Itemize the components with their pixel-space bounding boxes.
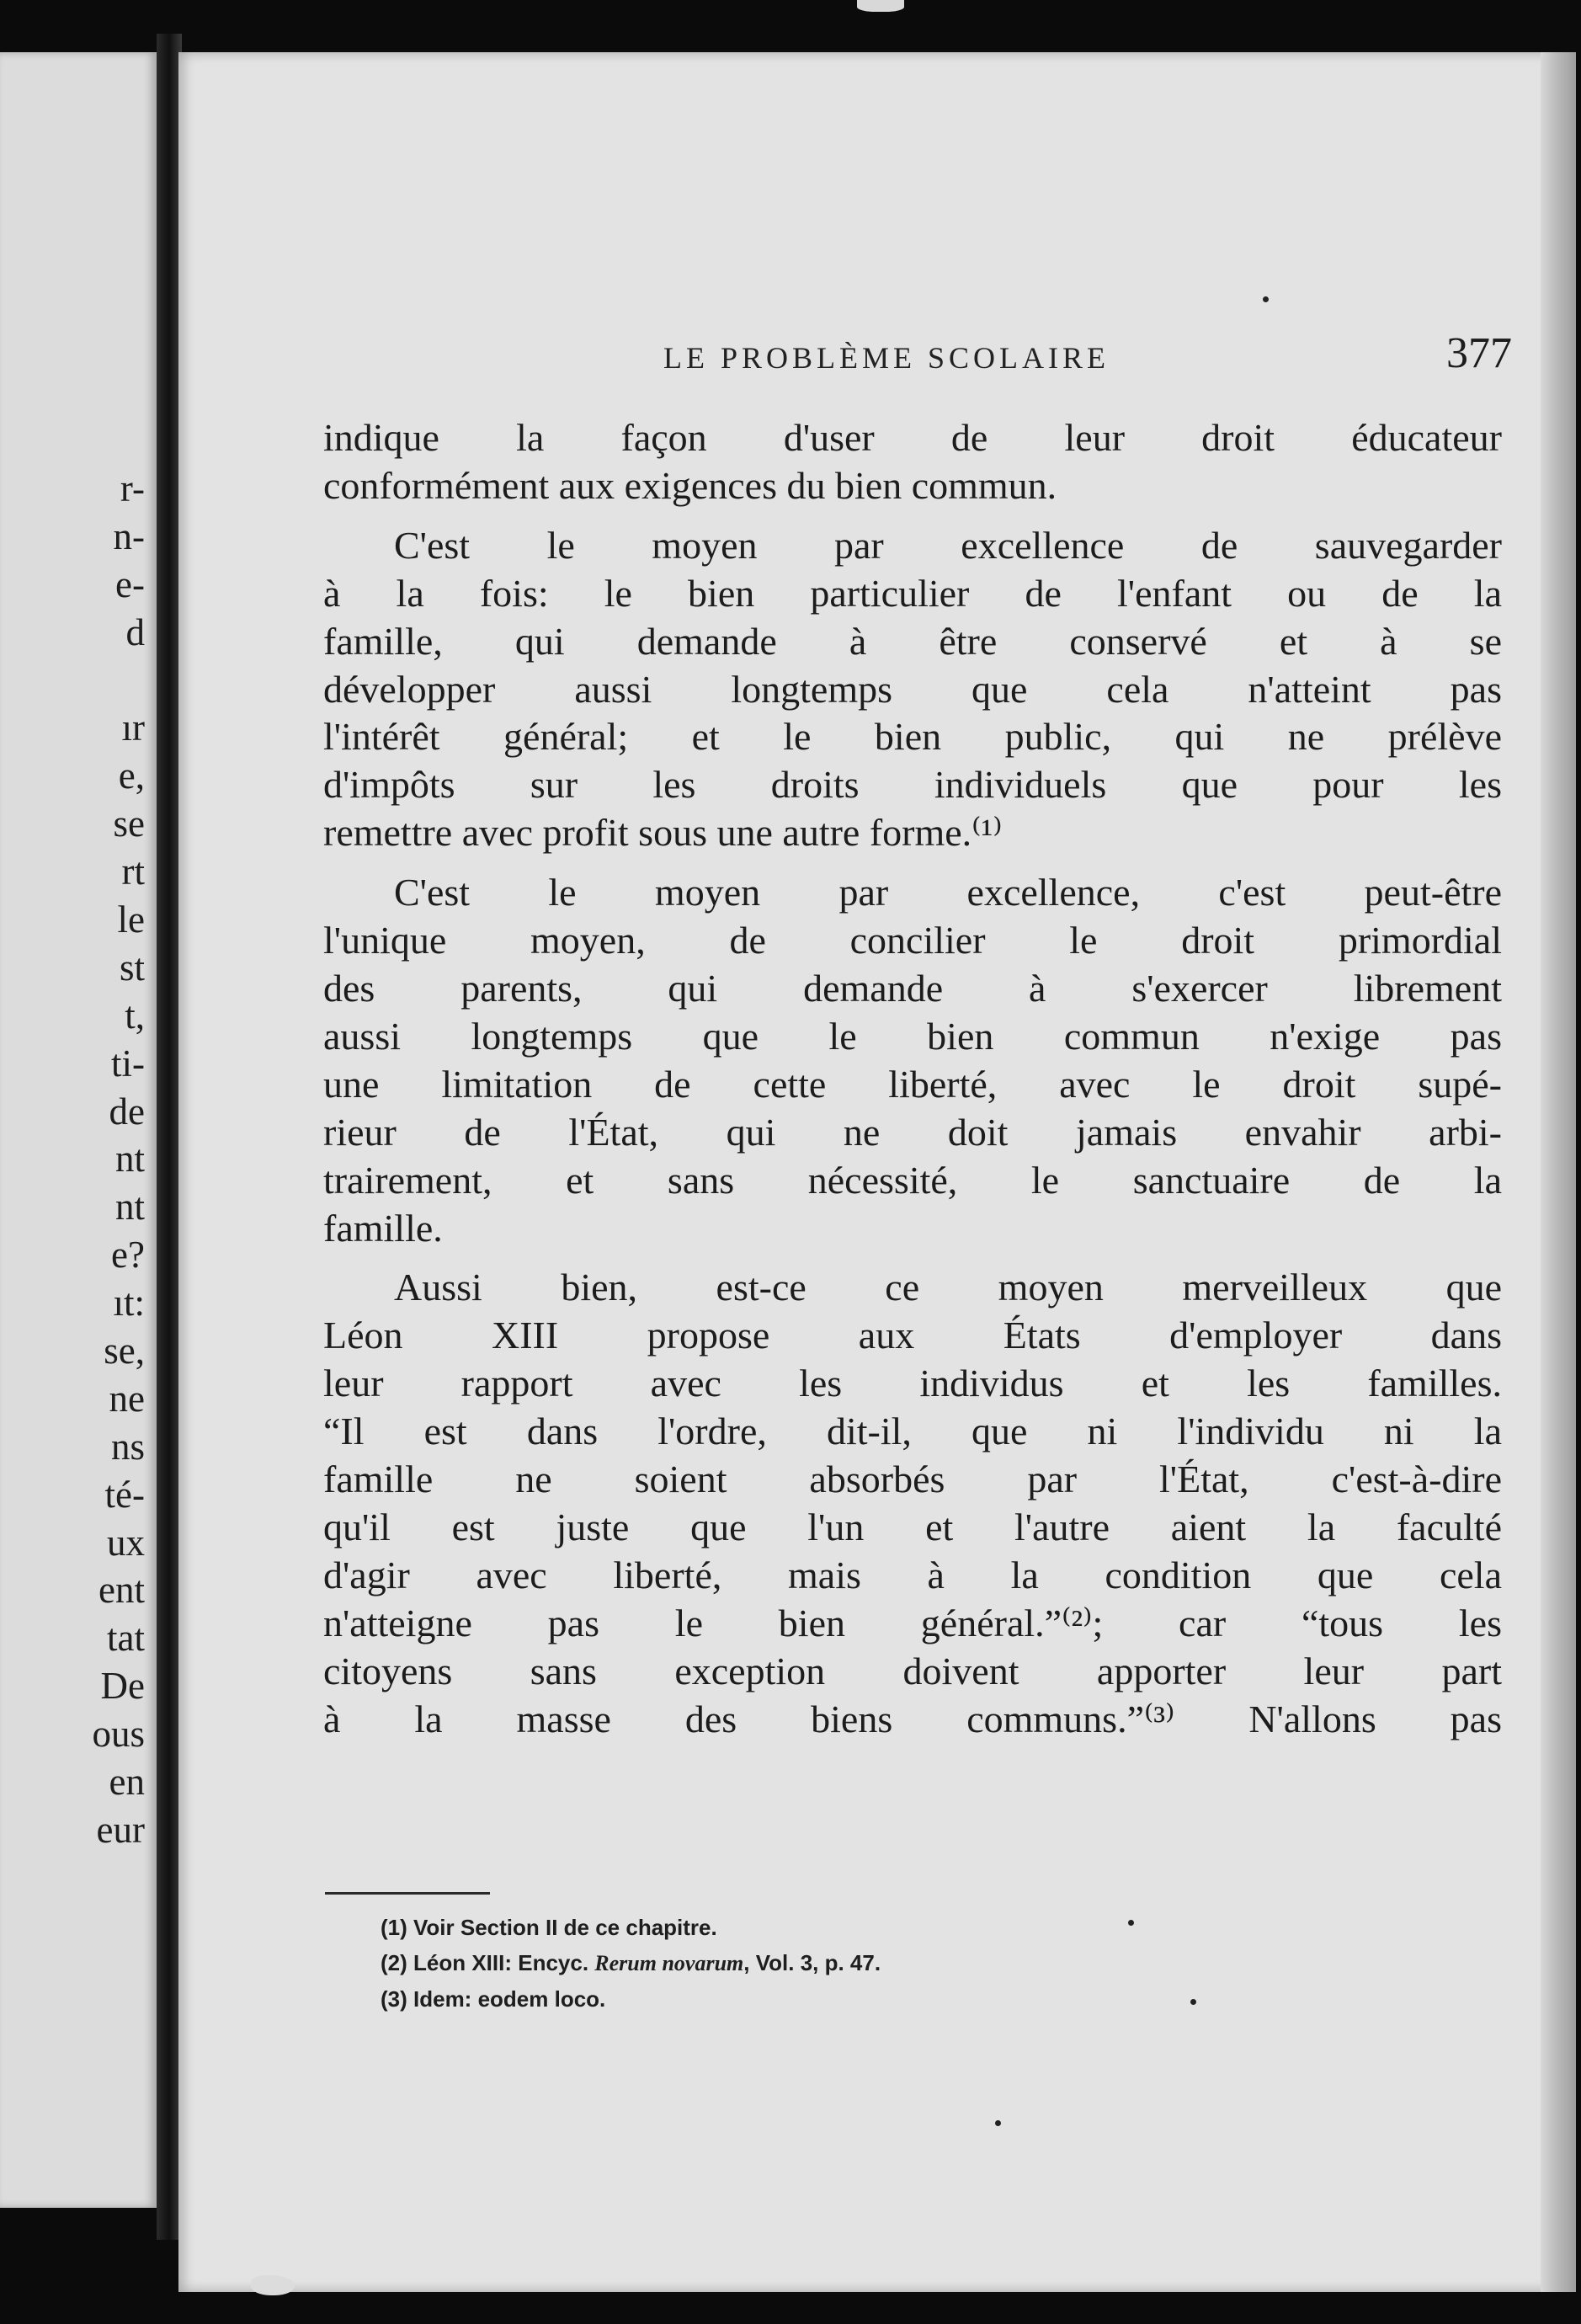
text-line: une limitation de cette liberté, avec le droit supé-: [323, 1062, 1502, 1106]
previous-page-fragment: De: [100, 1665, 145, 1708]
text-line: rieur de l'État, qui ne doit jamais envahir arbi-: [323, 1110, 1502, 1154]
previous-page-fragment: tat: [107, 1617, 145, 1660]
paragraph: [323, 414, 1502, 510]
running-title: LE PROBLÈME SCOLAIRE: [663, 341, 1110, 375]
previous-page-fragment: ne: [109, 1377, 145, 1420]
paragraph: [323, 522, 1502, 857]
footnote: [381, 1945, 881, 1981]
previous-page-line-ends: [92, 465, 145, 1854]
previous-page-fragment: ır: [121, 706, 145, 749]
previous-page-fragment: le: [117, 898, 145, 941]
previous-page-fragment: [92, 657, 145, 705]
footnote-text: (2) Léon XIII: Encyc.: [381, 1950, 595, 1975]
previous-page-fragment: ns: [110, 1425, 145, 1468]
text-line: conformément aux exigences du bien commun.: [323, 463, 1057, 507]
text-line: C'est le moyen par excellence, c'est peut-être: [394, 871, 1502, 914]
text-line: leur rapport avec les individus et les familles.: [323, 1362, 1502, 1405]
speck: [1128, 1920, 1134, 1926]
previous-page-fragment: se: [113, 802, 145, 845]
page-number: 377: [1446, 329, 1512, 377]
text-line: Aussi bien, est-ce ce moyen merveilleux que: [394, 1266, 1502, 1309]
footnotes: [381, 1910, 881, 2017]
speck: [995, 2120, 1001, 2126]
speck: [1190, 1999, 1196, 2005]
body-text: [323, 414, 1502, 1743]
speck: [1263, 296, 1269, 302]
text-line: famille.: [323, 1206, 443, 1250]
previous-page-fragment: ıt:: [113, 1282, 145, 1325]
previous-page-fragment: ti-: [111, 1042, 145, 1085]
text-line: trairement, et sans nécessité, le sanctuaire de la: [323, 1158, 1502, 1202]
page-edge: [1541, 52, 1576, 2292]
previous-page-fragment: nt: [114, 1186, 145, 1229]
text-line: “Il est dans l'ordre, dit-il, que ni l'individu ni la: [323, 1410, 1502, 1453]
previous-page-fragment: st: [119, 946, 145, 989]
text-line: développer aussi longtemps que cela n'atteint pas: [323, 667, 1502, 711]
previous-page-fragment: rt: [121, 850, 145, 893]
scan-artifact-top: [857, 0, 904, 12]
text-line: famille ne soient absorbés par l'État, c'est-à-dire: [323, 1458, 1502, 1501]
paragraph: [323, 1264, 1502, 1743]
previous-page-fragment: t,: [125, 994, 145, 1037]
text-line: à la masse des biens communs.”⁽³⁾ N'allons pas: [323, 1697, 1502, 1740]
previous-page-fragment: en: [109, 1761, 145, 1804]
scan-artifact-bottom: [251, 2275, 295, 2295]
previous-page-fragment: se,: [104, 1330, 145, 1373]
paragraph: [323, 869, 1502, 1252]
previous-page-fragment: té-: [104, 1473, 145, 1516]
footnote: (1) Voir Section II de ce chapitre.: [381, 1915, 717, 1940]
previous-page-fragment: e?: [111, 1234, 145, 1277]
previous-page-fragment: de: [109, 1090, 145, 1133]
previous-page-fragment: ent: [98, 1569, 145, 1612]
text-line: des parents, qui demande à s'exercer librement: [323, 966, 1502, 1010]
text-line: l'intérêt général; et le bien public, qui ne prélève: [323, 715, 1502, 759]
text-line: d'impôts sur les droits individuels que pour les: [323, 763, 1502, 807]
text-line: qu'il est juste que l'un et l'autre aient la faculté: [323, 1505, 1502, 1548]
text-line: indique la façon d'user de leur droit éducateur: [323, 416, 1502, 459]
previous-page-fragment: d: [125, 610, 145, 653]
footnote-italic-title: Rerum novarum: [594, 1951, 744, 1975]
previous-page-fragment: ous: [92, 1713, 145, 1756]
previous-page-sliver: [0, 52, 157, 2208]
previous-page-fragment: e-: [115, 562, 145, 605]
previous-page-fragment: eur: [96, 1808, 145, 1851]
text-line: remettre avec profit sous une autre forme.⁽¹⁾: [323, 811, 1003, 855]
previous-page-fragment: r-: [120, 467, 145, 509]
footnote: (3) Idem: eodem loco.: [381, 1986, 606, 2012]
footnote-text: , Vol. 3, p. 47.: [743, 1950, 881, 1975]
page-header: [310, 322, 1512, 389]
previous-page-fragment: e,: [118, 754, 145, 797]
text-line: famille, qui demande à être conservé et à se: [323, 619, 1502, 663]
text-line: aussi longtemps que le bien commun n'exige pas: [323, 1014, 1502, 1058]
footnote-rule: [325, 1892, 490, 1895]
previous-page-fragment: ux: [107, 1521, 145, 1564]
text-line: à la fois: le bien particulier de l'enfant ou de la: [323, 571, 1502, 615]
text-line: d'agir avec liberté, mais à la condition que cela: [323, 1553, 1502, 1596]
previous-page-fragment: n-: [113, 514, 145, 557]
book-page: [178, 52, 1576, 2292]
text-line: C'est le moyen par excellence de sauvegarder: [394, 523, 1502, 567]
text-line: Léon XIII propose aux États d'employer dans: [323, 1314, 1502, 1357]
text-line: n'atteigne pas le bien général.”⁽²⁾; car “tous les: [323, 1601, 1502, 1644]
text-line: citoyens sans exception doivent apporter leur part: [323, 1649, 1502, 1692]
text-line: l'unique moyen, de concilier le droit primordial: [323, 919, 1502, 962]
previous-page-fragment: nt: [114, 1138, 145, 1181]
